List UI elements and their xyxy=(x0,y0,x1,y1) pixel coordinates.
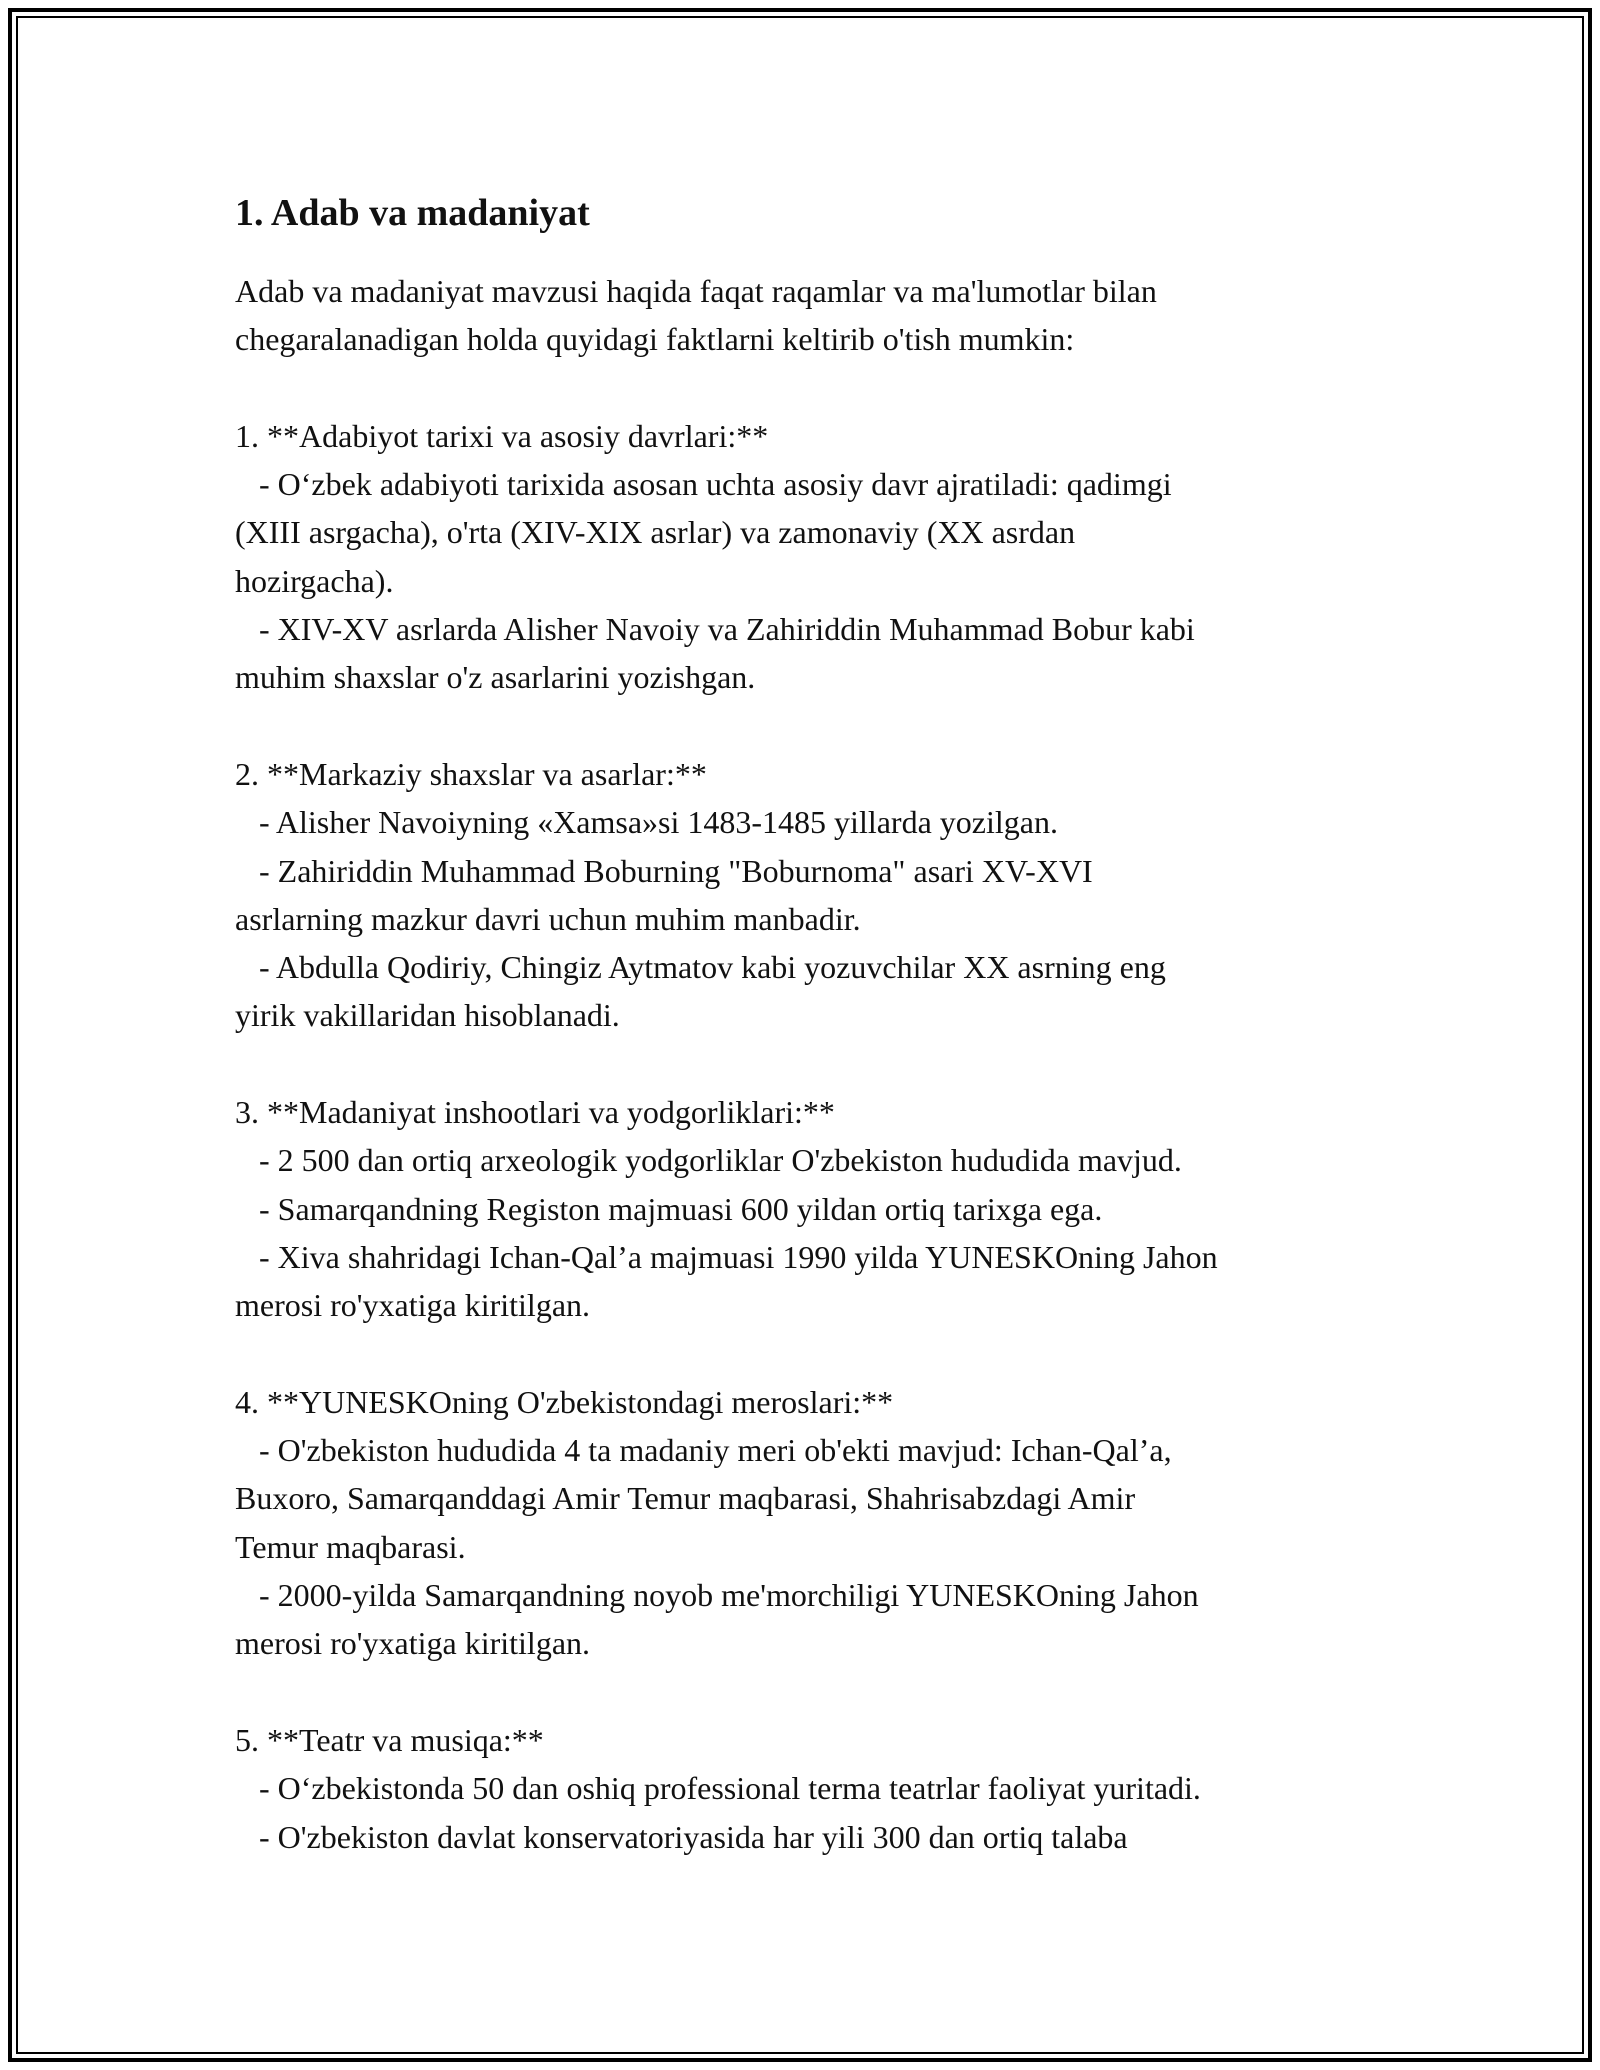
intro-paragraph xyxy=(235,267,1375,364)
section-adabiyot-tarixi xyxy=(235,412,1375,702)
section-line: - Xiva shahridagi Ichan-Qal’a majmuasi 1990 yilda YUNESKOning Jahon xyxy=(235,1238,1218,1275)
section-line: muhim shaxslar o'z asarlarini yozishgan. xyxy=(235,659,756,696)
section-heading: 4. **YUNESKOning O'zbekistondagi meroslari:** xyxy=(235,1383,894,1420)
section-line: - O'zbekiston davlat konservatoriyasida har yili 300 dan ortiq talaba xyxy=(235,1818,1128,1855)
section-line: - 2 500 dan ortiq arxeologik yodgorliklar O'zbekiston hududida mavjud. xyxy=(235,1142,1182,1179)
section-line: - 2000-yilda Samarqandning noyob me'morchiligi YUNESKOning Jahon xyxy=(235,1577,1199,1614)
section-yunesko-meroslari xyxy=(235,1378,1375,1668)
intro-line: chegaralanadigan holda quyidagi faktlarni keltirib o'tish mumkin: xyxy=(235,321,1075,358)
section-line: asrlarning mazkur davri uchun muhim manbadir. xyxy=(235,900,861,937)
paragraph-gap xyxy=(235,1668,1375,1716)
section-line: - Samarqandning Registon majmuasi 600 yildan ortiq tarixga ega. xyxy=(235,1190,1103,1227)
section-heading: 5. **Teatr va musiqa:** xyxy=(235,1721,544,1758)
section-line: Buxoro, Samarqanddagi Amir Temur maqbarasi, Shahrisabzdagi Amir xyxy=(235,1480,1136,1517)
section-line: - Abdulla Qodiriy, Chingiz Aytmatov kabi yozuvchilar XX asrning eng xyxy=(235,949,1166,986)
section-heading: 3. **Madaniyat inshootlari va yodgorliklari:** xyxy=(235,1094,835,1131)
section-line: hozirgacha). xyxy=(235,562,394,599)
section-line: - O‘zbekistonda 50 dan oshiq professional terma teatrlar faoliyat yuritadi. xyxy=(235,1770,1201,1807)
section-madaniyat-inshootlari xyxy=(235,1088,1375,1329)
section-line: yirik vakillaridan hisoblanadi. xyxy=(235,997,620,1034)
document-title: 1. Adab va madaniyat xyxy=(235,192,590,234)
section-heading: 1. **Adabiyot tarixi va asosiy davrlari:** xyxy=(235,417,769,454)
section-line: Temur maqbarasi. xyxy=(235,1528,466,1565)
section-line: merosi ro'yxatiga kiritilgan. xyxy=(235,1287,591,1324)
document-body xyxy=(235,185,1375,1861)
paragraph-gap xyxy=(235,1330,1375,1378)
section-teatr-musiqa xyxy=(235,1716,1375,1861)
section-line: merosi ro'yxatiga kiritilgan. xyxy=(235,1625,591,1662)
section-line: (XIII asrgacha), o'rta (XIV-XIX asrlar) va zamonaviy (XX asrdan xyxy=(235,514,1076,551)
section-line: - Alisher Navoiyning «Xamsa»si 1483-1485 yillarda yozilgan. xyxy=(235,804,1058,841)
section-line: - O'zbekiston hududida 4 ta madaniy meri ob'ekti mavjud: Ichan-Qal’a, xyxy=(235,1432,1172,1469)
paragraph-gap xyxy=(235,1040,1375,1088)
paragraph-gap xyxy=(235,702,1375,750)
intro-line: Adab va madaniyat mavzusi haqida faqat raqamlar va ma'lumotlar bilan xyxy=(235,273,1157,309)
section-line: - XIV-XV asrlarda Alisher Navoiy va Zahiriddin Muhammad Bobur kabi xyxy=(235,611,1195,648)
section-heading: 2. **Markaziy shaxslar va asarlar:** xyxy=(235,755,707,792)
section-line: - O‘zbek adabiyoti tarixida asosan uchta asosiy davr ajratiladi: qadimgi xyxy=(235,466,1172,503)
section-line: - Zahiriddin Muhammad Boburning "Boburnoma" asari XV-XVI xyxy=(235,852,1093,889)
paragraph-gap xyxy=(235,364,1375,412)
section-markaziy-shaxslar xyxy=(235,750,1375,1040)
